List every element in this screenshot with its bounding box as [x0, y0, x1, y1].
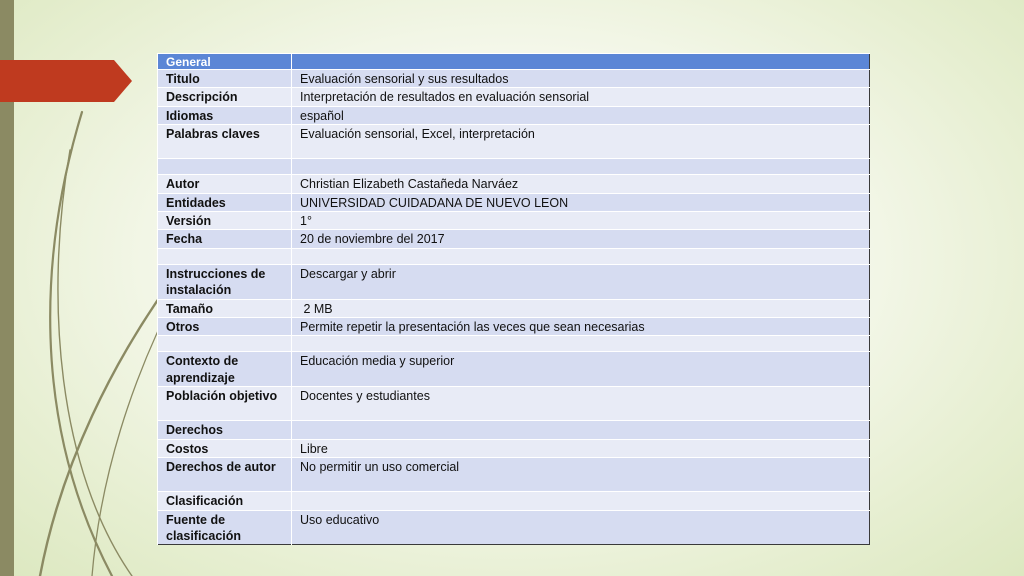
red-arrow-tab	[0, 60, 132, 102]
row-value: Descargar y abrir	[292, 264, 870, 299]
row-label: Palabras claves	[158, 125, 292, 159]
row-label: Instrucciones de instalación	[158, 264, 292, 299]
row-label: Otros	[158, 318, 292, 336]
row-label: Versión	[158, 212, 292, 230]
row-value	[292, 159, 870, 175]
row-label: Clasificación	[158, 492, 292, 510]
row-label	[158, 336, 292, 352]
row-label: Autor	[158, 175, 292, 193]
table-header-empty-cell	[292, 54, 870, 70]
row-value: Libre	[292, 439, 870, 457]
row-value	[292, 336, 870, 352]
table-row	[158, 88, 870, 106]
row-value: Evaluación sensorial y sus resultados	[292, 70, 870, 88]
row-value: español	[292, 106, 870, 124]
table-header-row	[158, 54, 870, 70]
row-label: Descripción	[158, 88, 292, 106]
row-label: Titulo	[158, 70, 292, 88]
table-row	[158, 212, 870, 230]
table-row	[158, 193, 870, 211]
row-value: 20 de noviembre del 2017	[292, 230, 870, 248]
row-value: 2 MB	[292, 299, 870, 317]
table-row	[158, 106, 870, 124]
table-row-empty	[158, 336, 870, 352]
row-value: Uso educativo	[292, 510, 870, 545]
row-value: Interpretación de resultados en evaluación sensorial	[292, 88, 870, 106]
row-value: Evaluación sensorial, Excel, interpretación	[292, 125, 870, 159]
row-label: Contexto de aprendizaje	[158, 352, 292, 387]
row-value: No permitir un uso comercial	[292, 458, 870, 492]
table-row	[158, 299, 870, 317]
row-label: Derechos de autor	[158, 458, 292, 492]
table-row-empty	[158, 159, 870, 175]
table-row	[158, 492, 870, 510]
row-value	[292, 421, 870, 439]
table-row	[158, 458, 870, 492]
row-label: Idiomas	[158, 106, 292, 124]
row-label: Fuente de clasificación	[158, 510, 292, 545]
row-label: Población objetivo	[158, 387, 292, 421]
table-row	[158, 510, 870, 545]
row-label: Tamaño	[158, 299, 292, 317]
row-label: Derechos	[158, 421, 292, 439]
table-row	[158, 352, 870, 387]
row-value: 1°	[292, 212, 870, 230]
table-row	[158, 318, 870, 336]
table-row	[158, 264, 870, 299]
metadata-table	[157, 53, 870, 545]
table-row	[158, 230, 870, 248]
row-value	[292, 248, 870, 264]
row-value: Christian Elizabeth Castañeda Narváez	[292, 175, 870, 193]
row-value: UNIVERSIDAD CUIDADANA DE NUEVO LEON	[292, 193, 870, 211]
table-row	[158, 421, 870, 439]
row-value: Educación media y superior	[292, 352, 870, 387]
table-row	[158, 387, 870, 421]
table-row-empty	[158, 248, 870, 264]
row-value	[292, 492, 870, 510]
row-label: Costos	[158, 439, 292, 457]
row-label	[158, 248, 292, 264]
table-row	[158, 70, 870, 88]
table-row	[158, 125, 870, 159]
row-label: Entidades	[158, 193, 292, 211]
table-row	[158, 175, 870, 193]
row-value: Permite repetir la presentación las veces que sean necesarias	[292, 318, 870, 336]
row-label: Fecha	[158, 230, 292, 248]
row-value: Docentes y estudiantes	[292, 387, 870, 421]
table-header-cell: General	[158, 54, 292, 70]
table-row	[158, 439, 870, 457]
row-label	[158, 159, 292, 175]
